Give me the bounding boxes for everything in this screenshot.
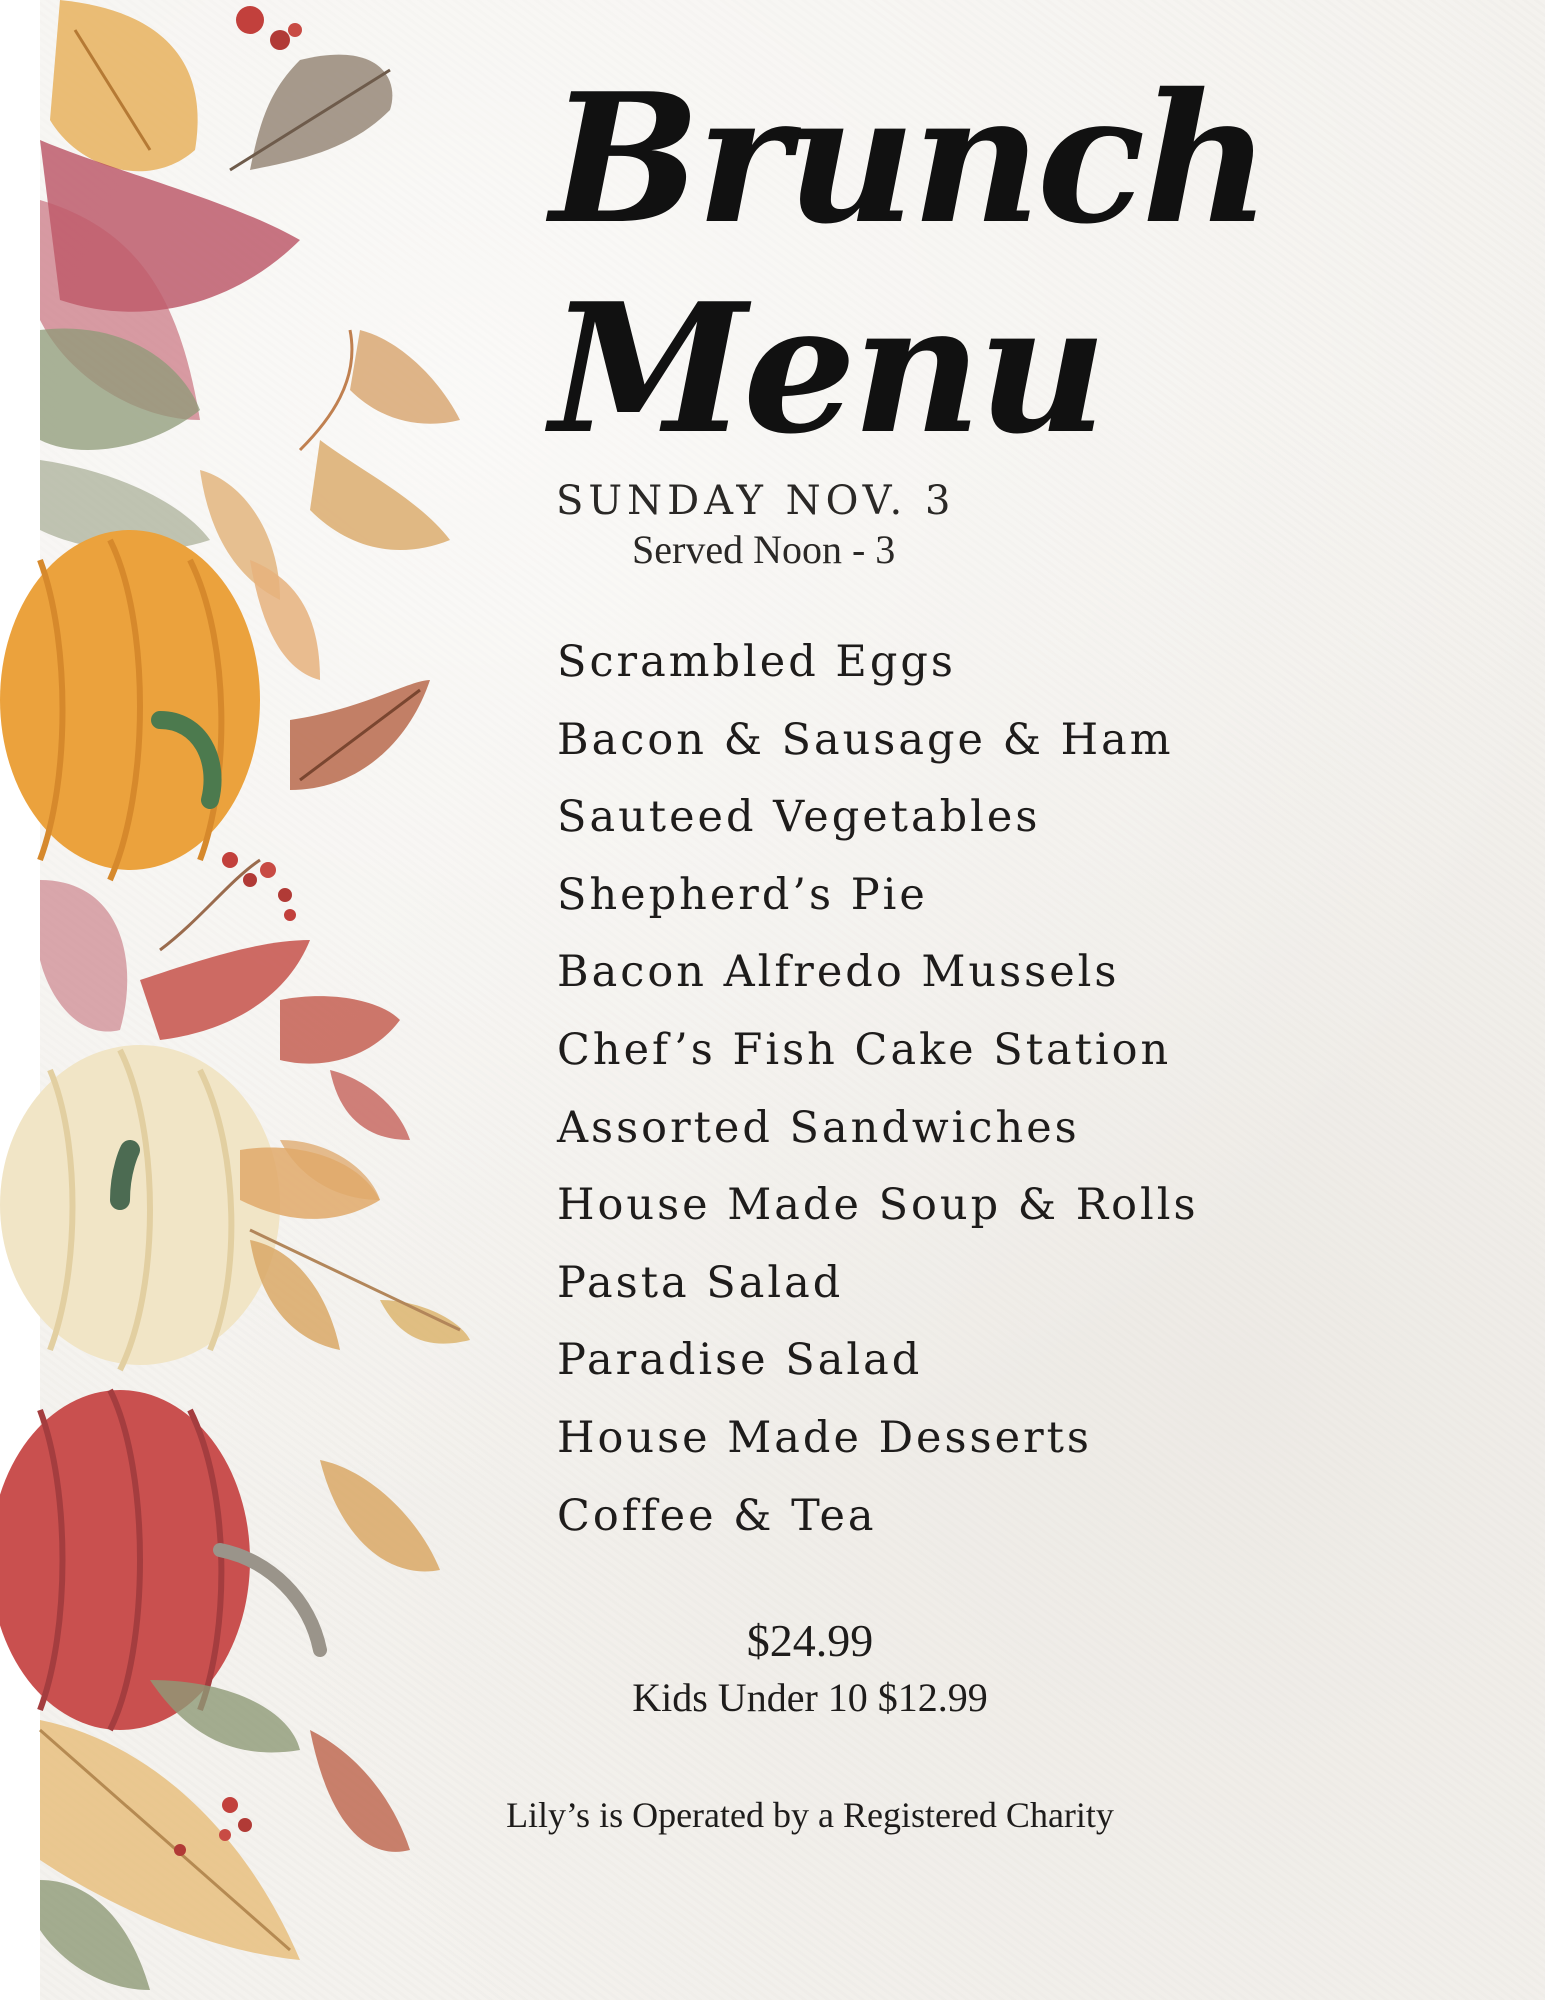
charity-note: Lily’s is Operated by a Registered Charity bbox=[506, 1795, 1114, 1835]
menu-title-line-1: Brunch bbox=[550, 54, 1267, 263]
menu-item: Paradise Salad bbox=[557, 1335, 923, 1386]
adult-price: $24.99 bbox=[746, 1615, 874, 1666]
menu-item: Shepherd’s Pie bbox=[557, 869, 928, 920]
menu-item: Bacon & Sausage & Ham bbox=[557, 714, 1174, 765]
menu-item: Pasta Salad bbox=[557, 1257, 844, 1308]
menu-item: Sauteed Vegetables bbox=[557, 792, 1041, 843]
menu-items-list bbox=[557, 632, 1199, 1563]
serving-hours: Served Noon - 3 bbox=[632, 527, 896, 572]
pumpkin-icon bbox=[0, 530, 430, 880]
menu-title-line-2: Menu bbox=[550, 264, 1104, 473]
event-date: SUNDAY NOV. 3 bbox=[556, 478, 956, 524]
menu-item: House Made Soup & Rolls bbox=[557, 1180, 1199, 1231]
pumpkin-icon bbox=[0, 1390, 440, 1752]
menu-item: Bacon Alfredo Mussels bbox=[557, 947, 1120, 998]
autumn-floral-border bbox=[0, 0, 560, 2000]
menu-item: Scrambled Eggs bbox=[557, 637, 956, 687]
autumn-leaves-icon bbox=[40, 0, 460, 600]
menu-item: Assorted Sandwiches bbox=[557, 1102, 1080, 1153]
autumn-leaves-icon bbox=[40, 1720, 410, 1990]
menu-item: Chef’s Fish Cake Station bbox=[557, 1024, 1172, 1075]
menu-item: Coffee & Tea bbox=[557, 1490, 877, 1541]
menu-item: House Made Desserts bbox=[557, 1412, 1092, 1463]
berries-icon bbox=[160, 852, 296, 950]
pumpkin-icon bbox=[0, 1045, 470, 1370]
kids-price: Kids Under 10 $12.99 bbox=[632, 1675, 988, 1720]
